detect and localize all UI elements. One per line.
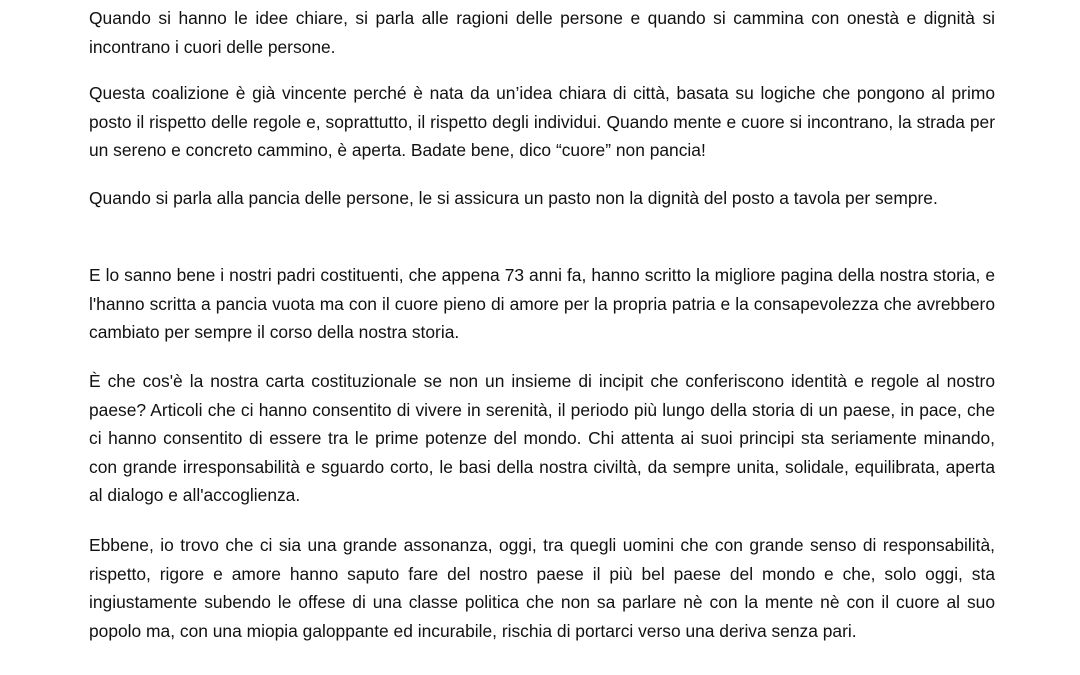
paragraph-2: Questa coalizione è già vincente perché è nata da un’idea chiara di città, basata su logiche che pongono al primo posto il rispetto delle regole e, soprattutto, il rispetto degli individui. Quando mente e cuore si incontrano, la strada per un sereno e concreto cammino, è aperta. Badate bene, dico “cuore” non pancia! (89, 83, 995, 161)
paragraph-6: Ebbene, io trovo che ci sia una grande assonanza, oggi, tra quegli uomini che con grande senso di responsabilità, rispetto, rigore e amore hanno saputo fare del nostro paese il più bel paese del mondo e che, solo oggi, sta ingiustamente subendo le offese di una classe politica che non sa parlare nè con la mente nè con il cuore al suo popolo ma, con una miopia galoppante ed incurabile, rischia di portarci verso una deriva senza pari. (89, 535, 995, 641)
paragraph-5: È che cos'è la nostra carta costituzionale se non un insieme di incipit che conferiscono identità e regole al nostro paese? Articoli che ci hanno consentito di vivere in serenità, il periodo più lungo della storia di un paese, in pace, che ci hanno consentito di essere tra le prime potenze del mondo. Chi attenta ai suoi principi sta seriamente minando, con grande irresponsabilità e sguardo corto, le basi della nostra civiltà, da sempre unita, solidale, equilibrata, aperta al dialogo e all'accoglienza. (89, 371, 995, 506)
paragraph-4: E lo sanno bene i nostri padri costituenti, che appena 73 anni fa, hanno scritto la migliore pagina della nostra storia, e l'hanno scritta a pancia vuota ma con il cuore pieno di amore per la propria patria e la consapevolezza che avrebbero cambiato per sempre il corso della nostra storia. (89, 265, 995, 343)
paragraph-3: Quando si parla alla pancia delle persone, le si assicura un pasto non la dignità del posto a tavola per sempre. (89, 188, 938, 208)
paragraph-1: Quando si hanno le idee chiare, si parla alle ragioni delle persone e quando si cammina con onestà e dignità si incontrano i cuori delle persone. (89, 8, 995, 57)
